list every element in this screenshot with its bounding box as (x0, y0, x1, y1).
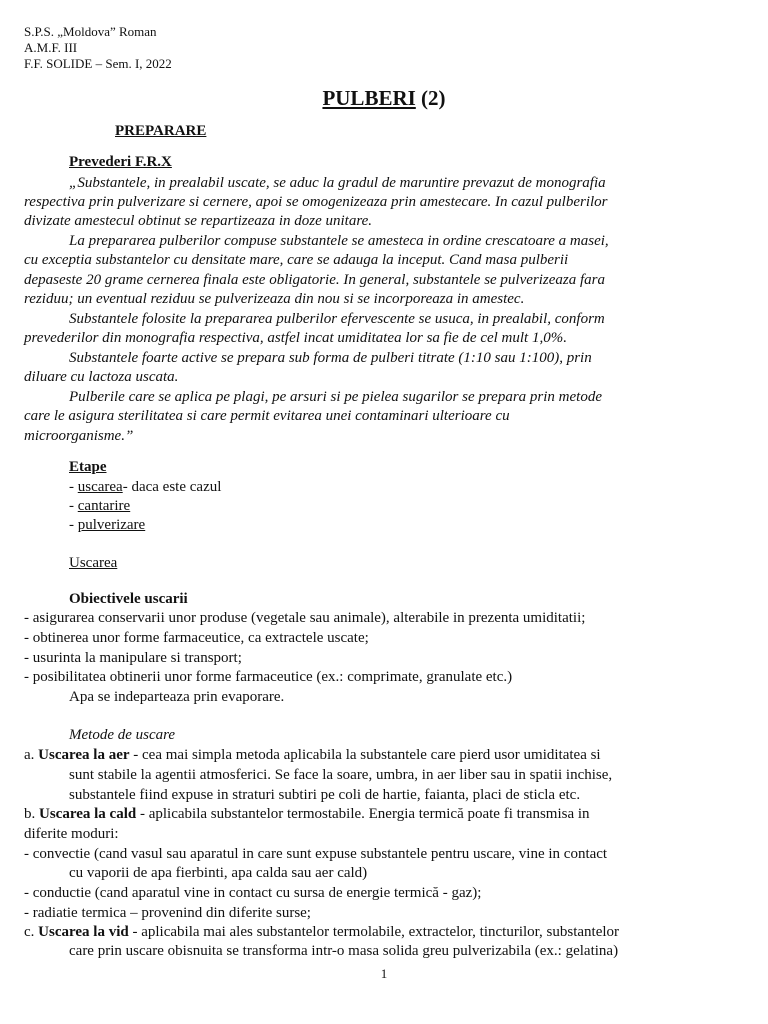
etape-item (69, 479, 221, 496)
metoda-aer (24, 747, 601, 764)
header-school: S.P.S. „Moldova” Roman (24, 24, 157, 39)
etape-item-label: cantarire (77, 498, 131, 514)
quote-line: Substantele foarte active se prepara sub forma de pulberi titrate (1:10 sau 1:100), prin (69, 350, 592, 366)
metoda-aer-text: - cea mai simpla metoda aplicabila la substantele care pierd usor umiditatea si (129, 747, 601, 763)
etape-item-note: - daca este cazul (122, 479, 222, 495)
title-main: PULBERI (322, 86, 416, 110)
quote-line: cu exceptia substantelor cu densitate mare, care se adauga la inceput. Cand masa pulberii (24, 252, 569, 268)
quote-line: Pulberile care se aplica pe plagi, pe arsuri si pe pielea sugarilor se prepara prin metode (69, 389, 602, 405)
bullet: - (69, 498, 78, 514)
quote-line: care le asigura sterilitatea si care permit evitarea unei contaminari ulterioare cu (24, 408, 510, 424)
section-preparare: PREPARARE (115, 123, 207, 139)
metode-heading: Metode de uscare (69, 727, 176, 743)
obiective-note: Apa se indeparteaza prin evaporare. (69, 689, 285, 705)
quote-line: depaseste 20 grame cernerea finala este obligatorie. In general, substantele se pulverizeaza fara (24, 272, 606, 288)
title-suffix: (2) (415, 86, 446, 110)
radiatie-item: - radiatie termica – provenind din diferite surse; (24, 905, 311, 921)
convectie-item-cont: cu vaporii de apa fierbinti, apa calda sau aer cald) (69, 865, 368, 881)
metoda-aer-line: substantele fiind expuse in straturi subtiri pe coli de hartie, faianta, placi de sticla etc. (69, 787, 581, 803)
quote-line: microorganisme.” (24, 428, 134, 444)
metoda-cald (24, 806, 590, 823)
etape-item (69, 498, 130, 515)
quote-line: divizate amestecul obtinut se repartizeaza in doze unitare. (24, 213, 373, 229)
metoda-vid-text: - aplicabila mai ales substantelor termolabile, extractelor, tincturilor, substantelor (128, 924, 620, 940)
bullet: - (69, 517, 78, 533)
obiective-item: - obtinerea unor forme farmaceutice, ca extractele uscate; (24, 630, 369, 646)
list-marker: b. (24, 806, 39, 822)
etape-heading: Etape (69, 459, 107, 475)
quote-line: Substantele folosite la prepararea pulberilor efervescente se usuca, in prealabil, conform (69, 311, 605, 327)
metoda-cald-title: Uscarea la cald (39, 806, 137, 822)
bullet: - (69, 479, 78, 495)
quote-line: La prepararea pulberilor compuse substantele se amesteca in ordine crescatoare a masei, (69, 233, 609, 249)
metoda-cald-text: - aplicabila substantelor termostabile. Energia termică poate fi transmisa in (136, 806, 590, 822)
header-class: A.M.F. III (24, 40, 78, 55)
uscarea-heading: Uscarea (69, 555, 118, 571)
list-marker: c. (24, 924, 39, 940)
etape-item-label: pulverizare (77, 517, 146, 533)
metoda-vid-title: Uscarea la vid (38, 924, 129, 940)
convectie-item: - convectie (cand vasul sau aparatul in care sunt expuse substantele pentru uscare, vine in contact (24, 846, 608, 862)
metoda-aer-title: Uscarea la aer (38, 747, 130, 763)
page-number: 1 (380, 966, 388, 981)
obiective-item: - posibilitatea obtinerii unor forme farmaceutice (ex.: comprimate, granulate etc.) (24, 669, 513, 685)
list-marker: a. (24, 747, 39, 763)
metoda-vid-line: care prin uscare obisnuita se transforma intr-o masa solida greu pulverizabila (ex.: gelatina) (69, 943, 619, 959)
prevederi-heading: Prevederi F.R.X (69, 154, 172, 170)
quote-line: reziduu; un eventual reziduu se pulverizeaza din nou si se incorporeaza in amestec. (24, 291, 525, 307)
obiective-heading: Obiectivele uscarii (69, 591, 188, 607)
metoda-vid (24, 924, 619, 941)
quote-line: respectiva prin pulverizare si cernere, apoi se omogenizeaza prin amestecare. In cazul pulberilor (24, 194, 608, 210)
metoda-aer-line: sunt stabile la agentii atmosferici. Se face la soare, umbra, in aer liber sau in spatii inchise, (69, 767, 613, 783)
header-course: F.F. SOLIDE – Sem. I, 2022 (24, 56, 172, 71)
quote-line: „Substantele, in prealabil uscate, se aduc la gradul de maruntire prevazut de monografia (69, 175, 606, 191)
quote-line: prevederilor din monografia respectiva, astfel incat umiditatea lor sa fie de cel mult 1,0%. (24, 330, 567, 346)
etape-item-label: uscarea (77, 479, 123, 495)
obiective-item: - usurinta la manipulare si transport; (24, 650, 242, 666)
metoda-cald-line: diferite moduri: (24, 826, 119, 842)
conductie-item: - conductie (cand aparatul vine in contact cu sursa de energie termică - gaz); (24, 885, 482, 901)
obiective-item: - asigurarea conservarii unor produse (vegetale sau animale), alterabile in prezenta umiditatii; (24, 610, 586, 626)
page-title (0, 86, 768, 111)
etape-item (69, 517, 145, 534)
quote-line: diluare cu lactoza uscata. (24, 369, 179, 385)
